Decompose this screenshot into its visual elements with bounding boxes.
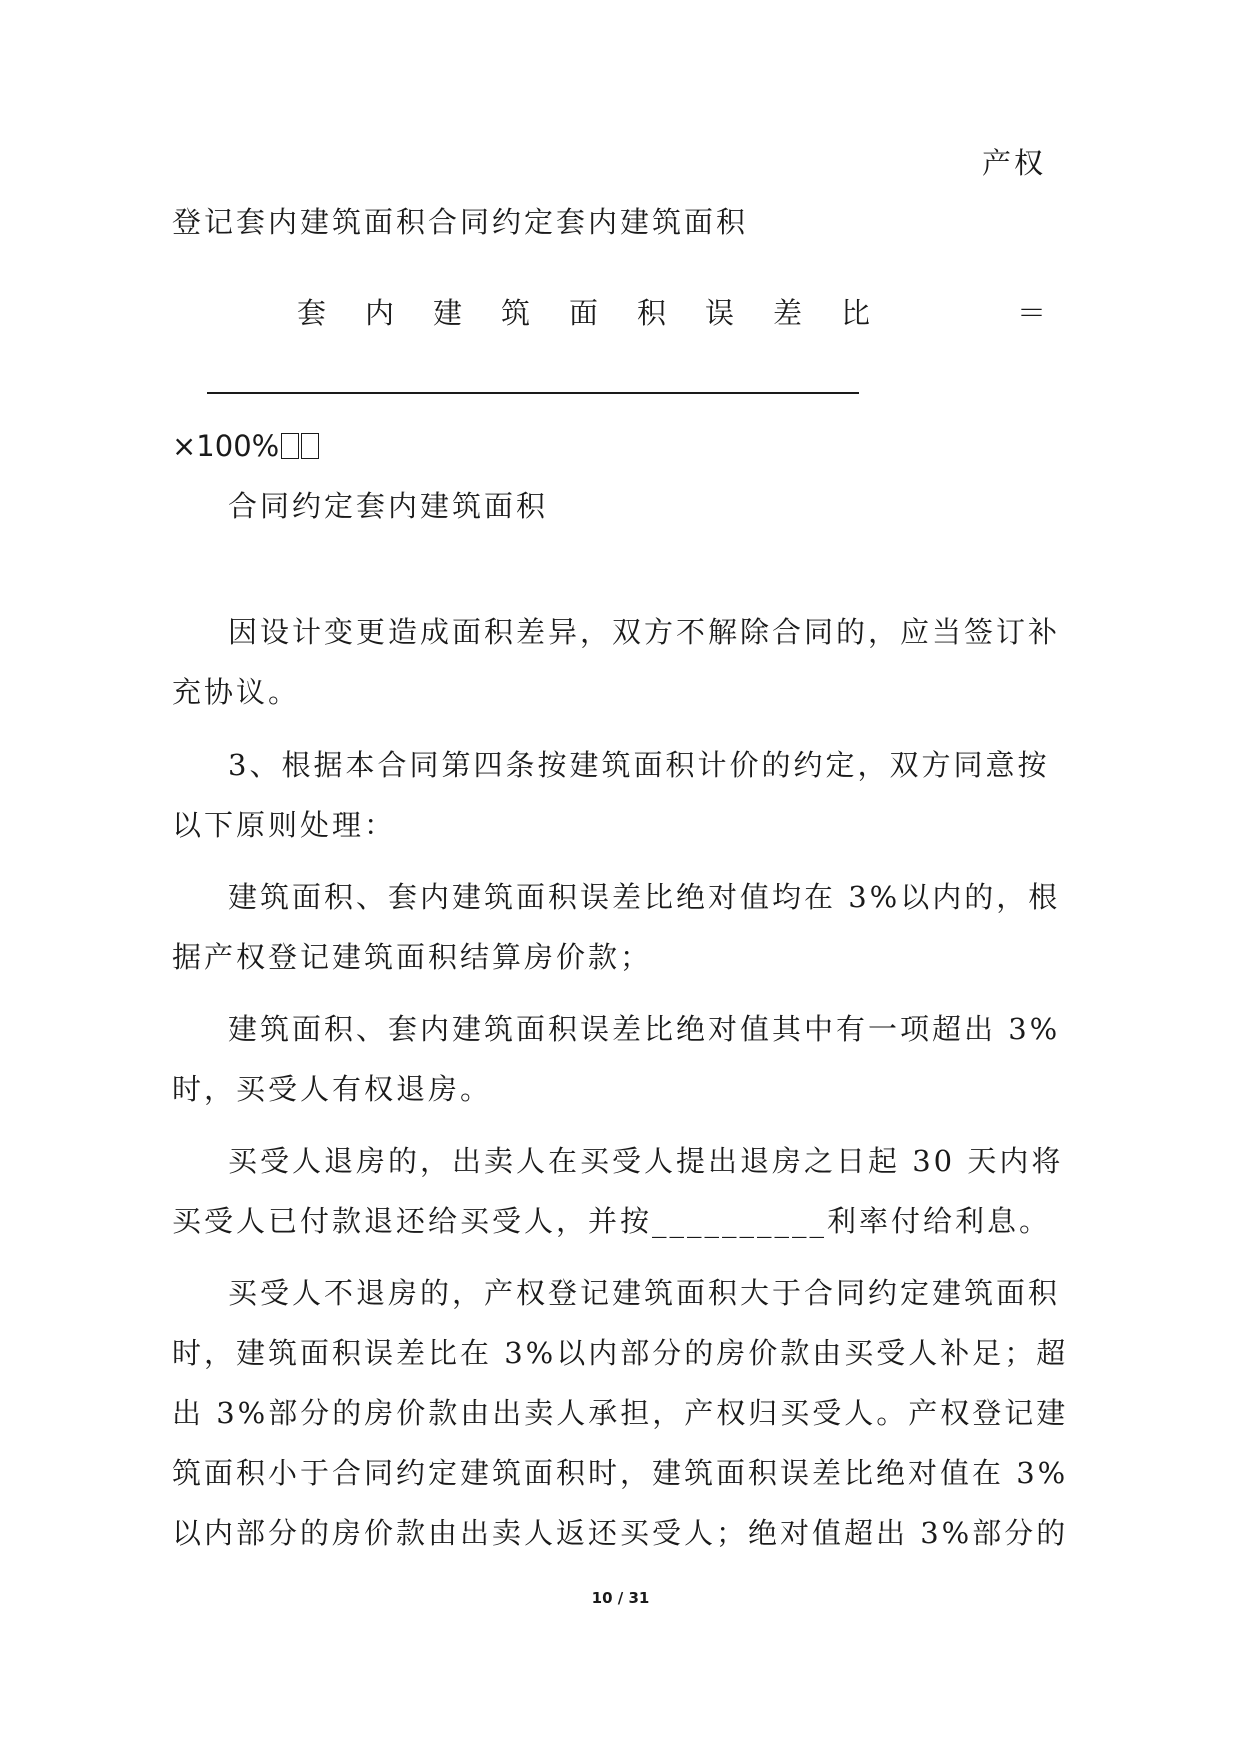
formula-char: 套 [297,296,327,330]
paragraph-line: 买受人不退房的，产权登记建筑面积大于合同约定建筑面积 [228,1276,1061,1310]
missing-glyph-box [281,433,299,459]
formula-char: 筑 [501,296,531,330]
text-line: 产权 [981,146,1046,180]
text-line: 登记套内建筑面积合同约定套内建筑面积 [172,205,749,239]
paragraph-line: 筑面积小于合同约定建筑面积时，建筑面积误差比绝对值在 3% [172,1456,1069,1490]
formula-char: 面 [569,296,599,330]
paragraph-line: 建筑面积、套内建筑面积误差比绝对值其中有一项超出 3% [228,1012,1061,1046]
formula-char: 误 [705,296,735,330]
percent-text: ×100% [172,429,280,463]
formula-denominator: 合同约定套内建筑面积 [228,489,549,523]
paragraph-line: 买受人已付款退还给买受人，并按__________利率付给利息。 [172,1204,1052,1238]
formula-numerator-row [195,293,1046,333]
paragraph-line: 以下原则处理： [172,808,397,842]
paragraph-line: 充协议。 [172,675,301,709]
paragraph-line: 因设计变更造成面积差异，双方不解除合同的，应当签订补 [228,615,1061,649]
formula-char: 建 [433,296,463,330]
formula-char: 差 [773,296,803,330]
percent-line [172,426,319,466]
paragraph-line: 据产权登记建筑面积结算房价款； [172,940,653,974]
formula-char: ＝ [1017,296,1047,330]
formula-char: 积 [637,296,667,330]
fraction-rule [207,392,859,394]
paragraph-line: 建筑面积、套内建筑面积误差比绝对值均在 3%以内的，根 [228,880,1061,914]
formula-char: 内 [365,296,395,330]
paragraph-line: 买受人退房的，出卖人在买受人提出退房之日起 30 天内将 [228,1144,1064,1178]
paragraph-line: 时，建筑面积误差比在 3%以内部分的房价款由买受人补足；超 [172,1336,1069,1370]
paragraph-line: 出 3%部分的房价款由出卖人承担，产权归买受人。产权登记建 [172,1396,1069,1430]
missing-glyph-box [301,433,319,459]
paragraph-line: 3、根据本合同第四条按建筑面积计价的约定，双方同意按 [228,748,1050,782]
page-number: 10 / 31 [591,1589,650,1607]
paragraph-line: 时，买受人有权退房。 [172,1072,493,1106]
paragraph-line: 以内部分的房价款由出卖人返还买受人；绝对值超出 3%部分的 [172,1516,1069,1550]
formula-char: 比 [841,296,871,330]
